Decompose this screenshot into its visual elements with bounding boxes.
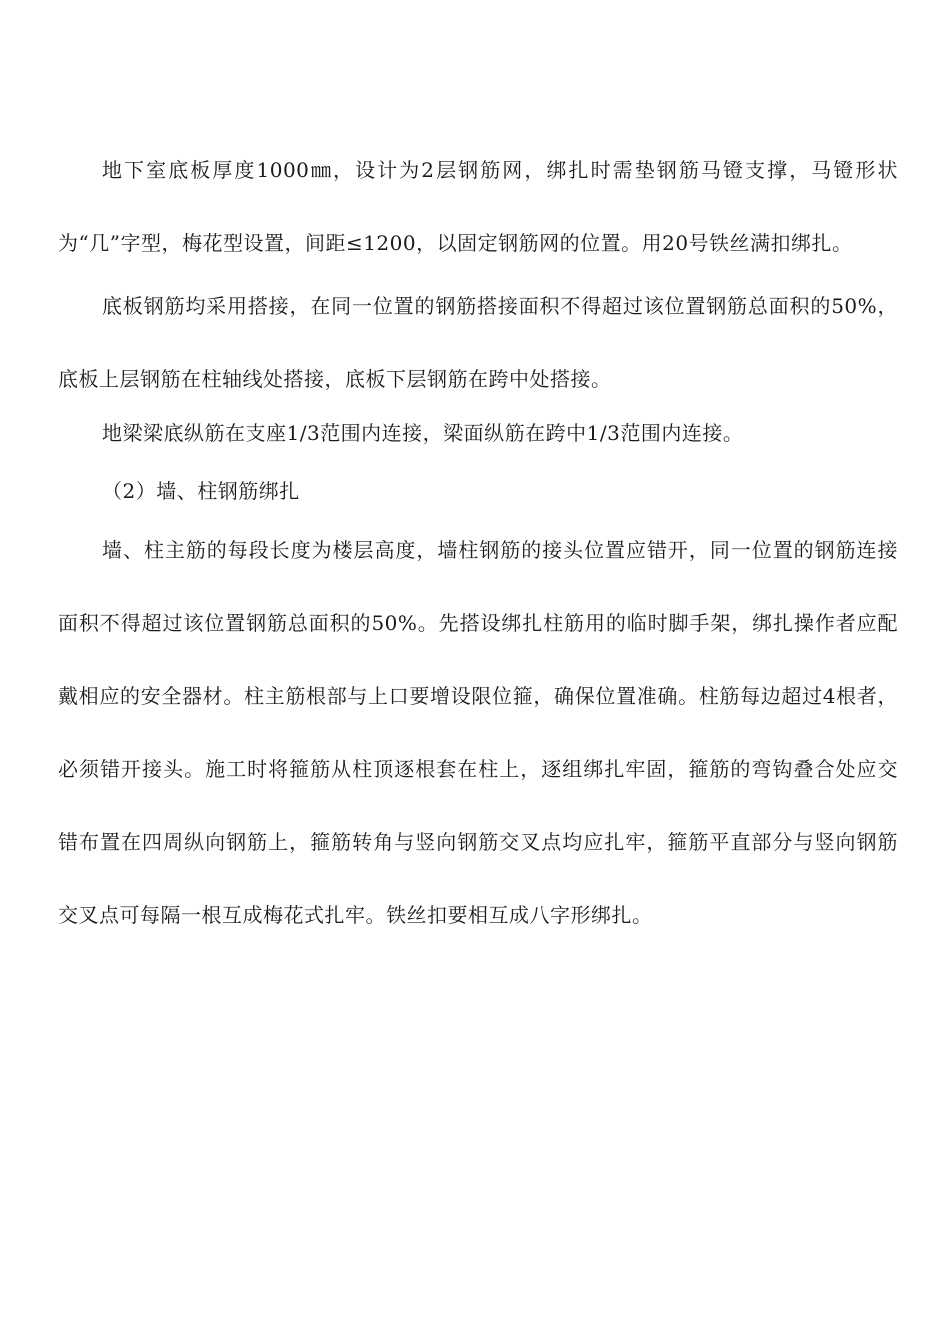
document-page [58, 134, 898, 952]
paragraph-slab-lap-splice: 底板钢筋均采用搭接，在同一位置的钢筋搭接面积不得超过该位置钢筋总面积的50%，底板上层钢筋在柱轴线处搭接，底板下层钢筋在跨中处搭接。 [58, 294, 898, 391]
paragraph-wall-column-reinforcement: 墙、柱主筋的每段长度为楼层高度，墙柱钢筋的接头位置应错开，同一位置的钢筋连接面积不得超过该位置钢筋总面积的50%。先搭设绑扎柱筋用的临时脚手架，绑扎操作者应配戴相应的安全器材。柱主筋根部与上口要增设限位箍，确保位置准确。柱筋每边超过4根者，必须错开接头。施工时将箍筋从柱顶逐根套在柱上，逐组绑扎牢固，箍筋的弯钩叠合处应交错布置在四周纵向钢筋上，箍筋转角与竖向钢筋交叉点均应扎牢，箍筋平直部分与竖向钢筋交叉点可每隔一根互成梅花式扎牢。铁丝扣要相互成八字形绑扎。 [58, 538, 898, 927]
section-heading-wall-column: （2）墙、柱钢筋绑扎 [102, 479, 300, 503]
paragraph-slab-reinforcement: 地下室底板厚度1000㎜，设计为2层钢筋网，绑扎时需垫钢筋马镫支撑，马镫形状为“几”字型，梅花型设置，间距≤1200，以固定钢筋网的位置。用20号铁丝满扣绑扎。 [58, 158, 898, 255]
paragraph-ground-beam: 地梁梁底纵筋在支座1/3范围内连接，梁面纵筋在跨中1/3范围内连接。 [102, 421, 744, 445]
